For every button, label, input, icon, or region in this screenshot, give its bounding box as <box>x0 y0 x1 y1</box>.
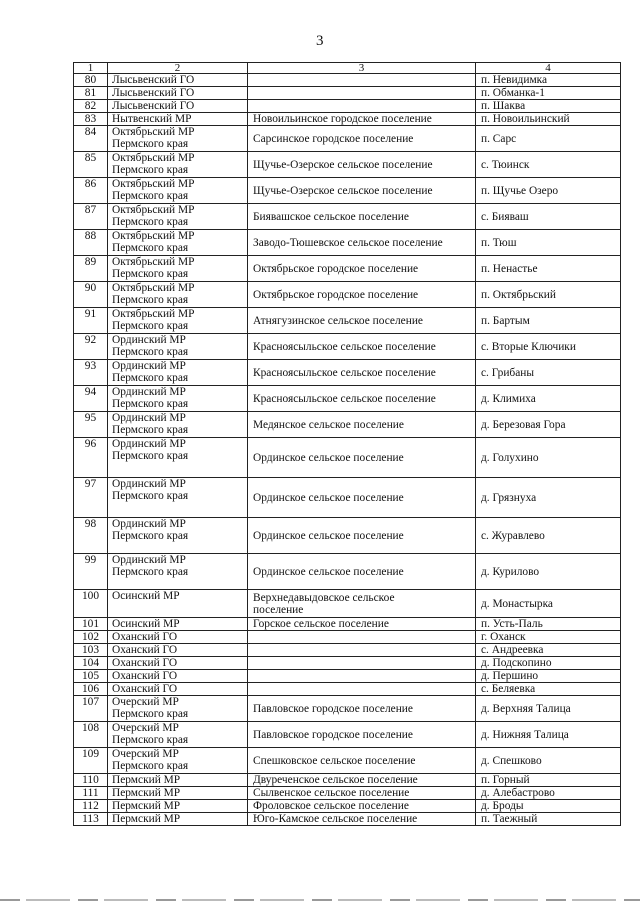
district-cell <box>108 618 248 631</box>
district-cell <box>108 518 248 554</box>
settlement-cell <box>248 787 476 800</box>
row-number: 110 <box>74 774 108 787</box>
locality-cell: п. Щучье Озеро <box>476 178 621 204</box>
district-line: Лысьвенский ГО <box>112 74 195 86</box>
district-line: Октябрьский МР <box>112 204 195 216</box>
district-line: Пермского края <box>112 566 189 578</box>
locality-cell: с. Грибаны <box>476 360 621 386</box>
table-row <box>74 74 621 87</box>
district-cell <box>108 100 248 113</box>
table-row <box>74 787 621 800</box>
district-line: Пермского края <box>112 372 189 384</box>
scan-edge-line <box>0 899 640 901</box>
settlement-line: Биявашское сельское поселение <box>253 210 409 223</box>
table-row <box>74 256 621 282</box>
row-number: 101 <box>74 618 108 631</box>
district-line: Октябрьский МР <box>112 152 195 164</box>
district-line: Ординский МР <box>112 478 186 490</box>
row-number: 105 <box>74 670 108 683</box>
table-row <box>74 100 621 113</box>
locality-cell: д. Монастырка <box>476 590 621 618</box>
settlement-line: Двуреченское сельское поселение <box>253 774 418 786</box>
district-cell <box>108 696 248 722</box>
settlement-cell <box>248 126 476 152</box>
table-row <box>74 204 621 230</box>
row-number: 92 <box>74 334 108 360</box>
table-row <box>74 282 621 308</box>
table-row <box>74 631 621 644</box>
table-row <box>74 230 621 256</box>
district-line: Пермского края <box>112 216 189 228</box>
district-line: Пермского края <box>112 760 189 772</box>
table-row <box>74 774 621 787</box>
locality-cell: п. Бартым <box>476 308 621 334</box>
district-line: Оханский ГО <box>112 631 178 643</box>
settlement-cell <box>248 518 476 554</box>
district-cell <box>108 334 248 360</box>
table-row <box>74 683 621 696</box>
header-col-4: 4 <box>476 63 621 74</box>
locality-cell: д. Першино <box>476 670 621 683</box>
table-row <box>74 813 621 826</box>
table-row <box>74 126 621 152</box>
settlement-cell <box>248 256 476 282</box>
settlement-cell <box>248 618 476 631</box>
district-line: Октябрьский МР <box>112 308 195 320</box>
district-cell <box>108 748 248 774</box>
locality-cell: г. Оханск <box>476 631 621 644</box>
settlement-cell <box>248 230 476 256</box>
district-line: Пермский МР <box>112 800 181 812</box>
district-cell <box>108 178 248 204</box>
table-row <box>74 554 621 590</box>
locality-cell: п. Обманка-1 <box>476 87 621 100</box>
district-cell <box>108 478 248 518</box>
district-cell <box>108 657 248 670</box>
locality-cell: д. Алебастрово <box>476 787 621 800</box>
district-cell <box>108 308 248 334</box>
row-number: 80 <box>74 74 108 87</box>
table-row <box>74 670 621 683</box>
settlement-line: Щучье-Озерское сельское поселение <box>253 184 433 197</box>
district-line: Осинский МР <box>112 590 180 602</box>
row-number: 98 <box>74 518 108 554</box>
district-line: Октябрьский МР <box>112 282 195 294</box>
district-line: Ординский МР <box>112 360 186 372</box>
table-row <box>74 438 621 478</box>
locality-cell: д. Спешково <box>476 748 621 774</box>
district-cell <box>108 204 248 230</box>
locality-cell: п. Таежный <box>476 813 621 826</box>
district-line: Оханский ГО <box>112 683 178 695</box>
district-line: Пермского края <box>112 708 189 720</box>
settlement-cell <box>248 360 476 386</box>
table-row <box>74 518 621 554</box>
row-number: 88 <box>74 230 108 256</box>
district-line: Пермского края <box>112 138 189 150</box>
table-header-row <box>74 63 621 74</box>
district-line: Ординский МР <box>112 334 186 346</box>
settlement-line: Красноясыльское сельское поселение <box>253 392 436 405</box>
settlement-cell <box>248 657 476 670</box>
settlement-cell <box>248 334 476 360</box>
header-col-2: 2 <box>108 63 248 74</box>
settlement-line: Ординское сельское поселение <box>253 529 404 542</box>
settlement-line: Спешковское сельское поселение <box>253 754 416 767</box>
district-cell <box>108 722 248 748</box>
settlement-line: Верхнедавыдовское сельское <box>253 591 395 604</box>
district-cell <box>108 113 248 126</box>
page-number: 3 <box>316 33 324 49</box>
settlement-cell <box>248 438 476 478</box>
table-row <box>74 178 621 204</box>
locality-cell: п. Невидимка <box>476 74 621 87</box>
settlement-cell <box>248 554 476 590</box>
district-line: Пермского края <box>112 320 189 332</box>
district-cell <box>108 554 248 590</box>
settlement-cell <box>248 308 476 334</box>
locality-cell: д. Грязнуха <box>476 478 621 518</box>
settlement-cell <box>248 100 476 113</box>
settlement-line: Юго-Камское сельское поселение <box>253 813 418 825</box>
district-line: Лысьвенский ГО <box>112 100 195 112</box>
settlement-line: Красноясыльское сельское поселение <box>253 366 436 379</box>
district-cell <box>108 126 248 152</box>
district-line: Октябрьский МР <box>112 256 195 268</box>
table-row <box>74 334 621 360</box>
district-line: Очерский МР <box>112 696 179 708</box>
settlement-cell <box>248 800 476 813</box>
settlement-line: Павловское городское поселение <box>253 728 413 741</box>
locality-cell: с. Бияваш <box>476 204 621 230</box>
settlements-table <box>73 62 621 826</box>
row-number: 106 <box>74 683 108 696</box>
row-number: 83 <box>74 113 108 126</box>
table-row <box>74 152 621 178</box>
settlement-cell <box>248 696 476 722</box>
row-number: 113 <box>74 813 108 826</box>
district-line: Осинский МР <box>112 618 180 630</box>
locality-cell: д. Голухино <box>476 438 621 478</box>
table-row <box>74 412 621 438</box>
settlement-line: Октябрьское городское поселение <box>253 288 419 301</box>
locality-cell: п. Октябрьский <box>476 282 621 308</box>
locality-cell: д. Курилово <box>476 554 621 590</box>
settlement-line: поселение <box>253 603 304 616</box>
row-number: 84 <box>74 126 108 152</box>
district-cell <box>108 670 248 683</box>
row-number: 96 <box>74 438 108 478</box>
row-number: 104 <box>74 657 108 670</box>
row-number: 89 <box>74 256 108 282</box>
table-row <box>74 113 621 126</box>
settlement-cell <box>248 644 476 657</box>
row-number: 111 <box>74 787 108 800</box>
district-cell <box>108 360 248 386</box>
locality-cell: с. Журавлево <box>476 518 621 554</box>
district-line: Ординский МР <box>112 438 186 450</box>
district-line: Пермского края <box>112 346 189 358</box>
table-row <box>74 590 621 618</box>
table-row <box>74 618 621 631</box>
row-number: 93 <box>74 360 108 386</box>
district-line: Пермского края <box>112 164 189 176</box>
settlement-cell <box>248 282 476 308</box>
district-line: Октябрьский МР <box>112 178 195 190</box>
district-line: Пермского края <box>112 734 189 746</box>
district-cell <box>108 590 248 618</box>
district-line: Ординский МР <box>112 554 186 566</box>
district-line: Пермского края <box>112 424 189 436</box>
row-number: 81 <box>74 87 108 100</box>
settlement-line: Ординское сельское поселение <box>253 451 404 464</box>
row-number: 109 <box>74 748 108 774</box>
locality-cell: д. Подскопино <box>476 657 621 670</box>
district-line: Октябрьский МР <box>112 126 195 138</box>
district-cell <box>108 813 248 826</box>
district-cell <box>108 386 248 412</box>
locality-cell: д. Нижняя Талица <box>476 722 621 748</box>
district-line: Пермский МР <box>112 774 181 786</box>
row-number: 102 <box>74 631 108 644</box>
locality-cell: п. Сарс <box>476 126 621 152</box>
district-cell <box>108 87 248 100</box>
locality-cell: п. Тюш <box>476 230 621 256</box>
table-row <box>74 87 621 100</box>
district-line: Оханский ГО <box>112 670 178 682</box>
row-number: 99 <box>74 554 108 590</box>
settlement-cell <box>248 722 476 748</box>
settlement-cell <box>248 774 476 787</box>
district-line: Пермского края <box>112 450 189 462</box>
locality-cell: п. Новоильинский <box>476 113 621 126</box>
row-number: 107 <box>74 696 108 722</box>
settlement-line: Сарсинское городское поселение <box>253 132 414 145</box>
table-row <box>74 360 621 386</box>
table-row <box>74 308 621 334</box>
table-row <box>74 657 621 670</box>
district-line: Очерский МР <box>112 748 179 760</box>
row-number: 100 <box>74 590 108 618</box>
settlement-cell <box>248 74 476 87</box>
district-line: Пермского края <box>112 242 189 254</box>
table-row <box>74 748 621 774</box>
row-number: 85 <box>74 152 108 178</box>
district-line: Пермского края <box>112 190 189 202</box>
district-line: Пермский МР <box>112 813 181 825</box>
district-line: Пермского края <box>112 268 189 280</box>
settlement-cell <box>248 478 476 518</box>
settlement-line: Октябрьское городское поселение <box>253 262 419 275</box>
district-line: Пермского края <box>112 490 189 502</box>
settlement-cell <box>248 152 476 178</box>
district-line: Очерский МР <box>112 722 179 734</box>
district-cell <box>108 800 248 813</box>
row-number: 91 <box>74 308 108 334</box>
settlement-line: Заводо-Тюшевское сельское поселение <box>253 236 443 249</box>
district-line: Пермского края <box>112 294 189 306</box>
district-line: Ординский МР <box>112 518 186 530</box>
district-cell <box>108 256 248 282</box>
locality-cell: п. Горный <box>476 774 621 787</box>
row-number: 87 <box>74 204 108 230</box>
settlement-line: Ординское сельское поселение <box>253 491 404 504</box>
table-row <box>74 800 621 813</box>
district-cell <box>108 787 248 800</box>
row-number: 95 <box>74 412 108 438</box>
district-cell <box>108 74 248 87</box>
settlement-cell <box>248 748 476 774</box>
district-cell <box>108 282 248 308</box>
district-line: Пермского края <box>112 398 189 410</box>
table-row <box>74 386 621 412</box>
settlement-line: Фроловское сельское поселение <box>253 800 409 812</box>
district-line: Ординский МР <box>112 412 186 424</box>
locality-cell: с. Вторые Ключики <box>476 334 621 360</box>
district-line: Лысьвенский ГО <box>112 87 195 99</box>
table-row <box>74 644 621 657</box>
district-cell <box>108 230 248 256</box>
locality-cell: д. Березовая Гора <box>476 412 621 438</box>
locality-cell: с. Андреевка <box>476 644 621 657</box>
settlement-cell <box>248 670 476 683</box>
settlement-line: Сылвенское сельское поселение <box>253 787 410 799</box>
settlement-line: Атнягузинское сельское поселение <box>253 314 423 327</box>
district-line: Оханский ГО <box>112 657 178 669</box>
row-number: 86 <box>74 178 108 204</box>
settlement-cell <box>248 386 476 412</box>
locality-cell: п. Усть-Паль <box>476 618 621 631</box>
locality-cell: п. Шаква <box>476 100 621 113</box>
header-col-3: 3 <box>248 63 476 74</box>
table-row <box>74 478 621 518</box>
locality-cell: с. Беляевка <box>476 683 621 696</box>
district-line: Октябрьский МР <box>112 230 195 242</box>
settlement-cell <box>248 813 476 826</box>
locality-cell: д. Верхняя Талица <box>476 696 621 722</box>
settlement-cell <box>248 590 476 618</box>
district-cell <box>108 152 248 178</box>
district-cell <box>108 412 248 438</box>
row-number: 90 <box>74 282 108 308</box>
settlement-cell <box>248 178 476 204</box>
settlement-line: Красноясыльское сельское поселение <box>253 340 436 353</box>
settlement-line: Щучье-Озерское сельское поселение <box>253 158 433 171</box>
row-number: 112 <box>74 800 108 813</box>
settlement-line: Ординское сельское поселение <box>253 565 404 578</box>
settlement-line: Медянское сельское поселение <box>253 418 404 431</box>
locality-cell: п. Ненастье <box>476 256 621 282</box>
settlement-cell <box>248 631 476 644</box>
settlement-cell <box>248 87 476 100</box>
settlement-cell <box>248 683 476 696</box>
row-number: 94 <box>74 386 108 412</box>
district-cell <box>108 683 248 696</box>
district-line: Пермского края <box>112 530 189 542</box>
district-cell <box>108 644 248 657</box>
header-col-1: 1 <box>74 63 108 74</box>
table-row <box>74 696 621 722</box>
row-number: 97 <box>74 478 108 518</box>
district-cell <box>108 631 248 644</box>
locality-cell: д. Климиха <box>476 386 621 412</box>
settlement-line: Павловское городское поселение <box>253 702 413 715</box>
district-line: Оханский ГО <box>112 644 178 656</box>
settlement-cell <box>248 204 476 230</box>
locality-cell: д. Броды <box>476 800 621 813</box>
district-cell <box>108 774 248 787</box>
district-line: Пермский МР <box>112 787 181 799</box>
settlement-cell <box>248 113 476 126</box>
district-line: Нытвенский МР <box>112 113 192 125</box>
district-cell <box>108 438 248 478</box>
table-row <box>74 722 621 748</box>
row-number: 82 <box>74 100 108 113</box>
district-line: Ординский МР <box>112 386 186 398</box>
settlement-line: Новоильинское городское поселение <box>253 113 432 125</box>
settlement-line: Горское сельское поселение <box>253 618 389 630</box>
settlement-cell <box>248 412 476 438</box>
row-number: 108 <box>74 722 108 748</box>
locality-cell: с. Тюинск <box>476 152 621 178</box>
row-number: 103 <box>74 644 108 657</box>
